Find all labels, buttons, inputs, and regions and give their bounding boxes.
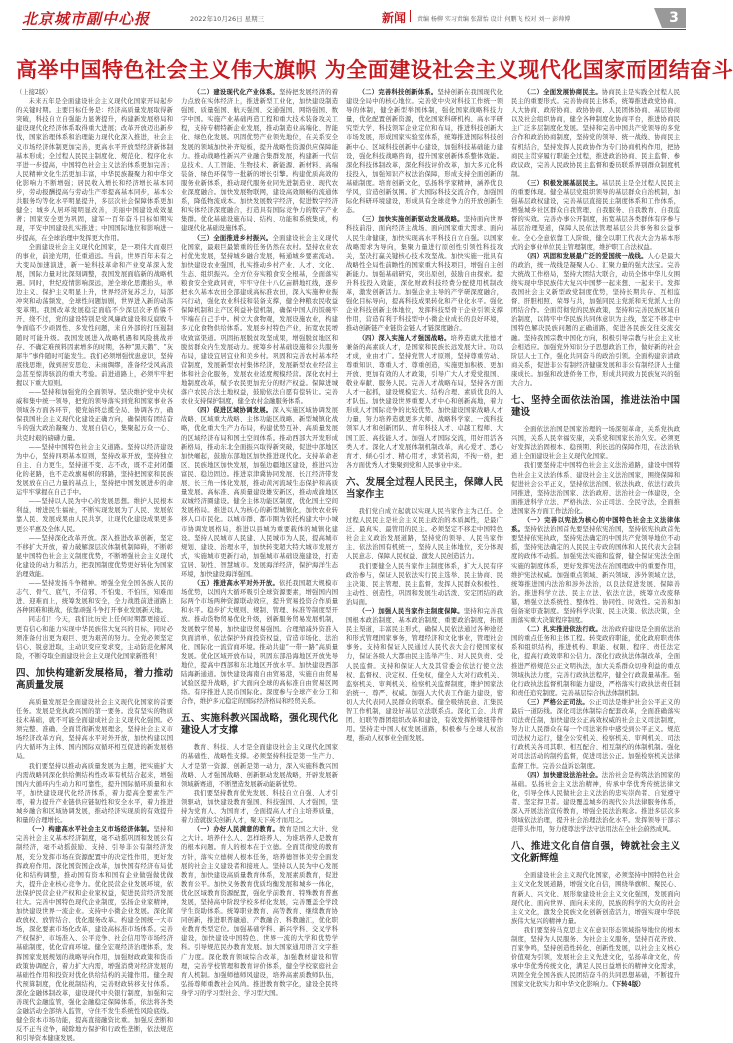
subsection-text: 坚持依法治国首先要坚持依宪治国，坚持依宪执政首先要坚持依宪执政，坚持宪法确定的中国共产党领导地位不动摇，坚持宪法确定的人民民主专政的国体和人民代表大会制度的政体不动摇。加强宪法实施和监督，健全保证宪法全面实施的制度体系，更好发挥宪法在治国理政中的重要作用，维护宪法权威。加强重点领域、新兴领域、涉外领域立法，统筹推进国内法治和涉外法治，以良法促进发展、保障善治。推进科学立法、民主立法、依法立法，统筹立改废释纂，增强立法系统性、整体性、协同性、时效性。完善和加强备案审查制度。坚持科学决策、民主决策、依法决策，全面落实重大决策程序制度。 bbox=[511, 526, 681, 625]
subsection-title: （四）深入实施人才强国战略。 bbox=[358, 334, 451, 342]
subsection-text: 人心是最大的政治，统一战线是凝聚人心、汇聚力量的强大法宝。完善大统战工作格局，坚持大团结大联合，动员全体中华儿女围绕实现中华民族伟大复兴中国梦一起来想、一起来干。发挥我国社会主义新型政党制度优势，坚持长期共存、互相监督、肝胆相照、荣辱与共，加强同民主党派和无党派人士的团结合作。全面贯彻党的民族政策，坚持和完善民族区域自治制度，以铸牢中华民族共同体意识为主线，坚定不移走中国特色解决民族问题的正确道路，促进各民族交往交流交融。坚持我国宗教中国化方向，积极引导宗教与社会主义社会相适应。加强党外知识分子思想政治工作，做好新的社会阶层人士工作，强化共同奋斗的政治引领。全面构建亲清政商关系，促进非公有制经济健康发展和非公有制经济人士健康成长。加强和改进侨务工作，形成共同致力民族复兴的强大合力。 bbox=[511, 252, 681, 387]
paragraph bbox=[346, 334, 503, 470]
subsection-text: 坚持把发展经济的着力点放在实体经济上，推进新型工业化，加快建设制造强国、质量强国、航天强国、交通强国、网络强国、数字中国。实施产业基础再造工程和重大技术装备攻关工程，支持专精特新企业发展，推动制造业高端化、智能化、绿色化发展。巩固优势产业领先地位，在关系安全发展的领域加快补齐短板，提升战略性资源供应保障能力。推动战略性新兴产业融合集群发展，构建新一代信息技术、人工智能、生物技术、新能源、新材料、高端装备、绿色环保等一批新的增长引擎。构建优质高效的服务业新体系，推动现代服务业同先进制造业、现代农业深度融合。加快发展物联网，建设高效顺畅的流通体系，降低物流成本。加快发展数字经济，促进数字经济和实体经济深度融合，打造具有国际竞争力的数字产业集群。优化基础设施布局、结构、功能和系统集成，构建现代化基础设施体系。 bbox=[181, 89, 339, 233]
page-number-badge: 3 bbox=[662, 8, 686, 28]
subsection-title: （四）促进区域协调发展。 bbox=[193, 407, 273, 415]
paragraph bbox=[511, 625, 680, 698]
article-column-3 bbox=[346, 88, 503, 940]
masthead-separator bbox=[410, 10, 411, 22]
paragraph bbox=[181, 825, 338, 998]
issue-date: 2022年10月26日 星期三 bbox=[190, 15, 265, 23]
subsection-text: 教育是国之大计、党之大计。培养什么人、怎样培养人、为谁培养人是教育的根本问题。育人的根本在于立德。全面贯彻党的教育方针，落实立德树人根本任务，培养德智体美劳全面发展的社会主义建设者和接班人。坚持以人民为中心发展教育，加快建设高质量教育体系，发展素质教育，促进教育公平。加快义务教育优质均衡发展和城乡一体化，优化区域教育资源配置，强化学前教育、特殊教育普惠发展，坚持高中阶段学校多样化发展，完善覆盖全学段学生资助体系。统筹职业教育、高等教育、继续教育协同创新，推进职普融通、产教融合、科教融汇，优化职业教育类型定位。加强基础学科、新兴学科、交叉学科建设，加快建设中国特色、世界一流的大学和优势学科。引导规范民办教育发展。加大国家通用语言文字推广力度。深化教育领域综合改革，加强教材建设和管理，完善学校管理和教育评价体系，健全学校家庭社会育人机制。加强师德师风建设，培养高素质教师队伍，弘扬尊师重教社会风尚。推进教育数字化，建设全民终身学习的学习型社会、学习型大国。 bbox=[181, 826, 339, 997]
subsection-text: 全面建设社会主义现代化国家，最艰巨最繁重的任务仍然在农村。坚持农业农村优先发展，坚持城乡融合发展，畅通城乡要素流动。加快建设农业强国，扎实推动乡村产业、人才、文化、生态、组织振兴。全方位夯实粮食安全根基，全面落实粮食安全党政同责，牢牢守住十八亿亩耕地红线，逐步把永久基本农田全部建成高标准农田，深入实施种业振兴行动，强化农业科技和装备支撑，健全种粮农民收益保障机制和主产区利益补偿机制，确保中国人的饭碗牢牢端在自己手中。树立大食物观，发展设施农业，构建多元化食物供给体系。发展乡村特色产业，拓宽农民增收致富渠道。巩固拓展脱贫攻坚成果，增强脱贫地区和脱贫群众内生发展动力。统筹乡村基础设施和公共服务布局，建设宜居宜业和美乡村。巩固和完善农村基本经营制度，发展新型农村集体经济，发展新型农业经营主体和社会化服务，发展农业适度规模经营。深化农村土地制度改革，赋予农民更加充分的财产权益。保障进城落户农民合法土地权益，鼓励依法自愿有偿转让。完善农业支持保护制度，健全农村金融服务体系。 bbox=[181, 234, 339, 406]
subsection-text: 深入实施区域协调发展战略、区域重大战略、主体功能区战略、新型城镇化战略，优化重大生产力布局，构建优势互补、高质量发展的区域经济布局和国土空间体系。推动西部大开发形成新格局，推动东北全面振兴取得新突破，促进中部地区加快崛起，鼓励东部地区加快推进现代化。支持革命老区、民族地区加快发展，加强边疆地区建设，推进兴边富民、稳边固边。推进京津冀协同发展、长江经济带发展、长三角一体化发展，推动黄河流域生态保护和高质量发展。高标准、高质量建设雄安新区，推动成渝地区双城经济圈建设。健全主体功能区制度，优化国土空间发展格局。推进以人为核心的新型城镇化，加快农业转移人口市民化。以城市群、都市圈为依托构建大中小城市协调发展格局，推进以县城为重要载体的城镇化建设。坚持人民城市人民建、人民城市为人民，提高城市规划、建设、治理水平，加快转变超大特大城市发展方式，实施城市更新行动，加强城市基础设施建设，打造宜居、韧性、智慧城市。发展海洋经济，保护海洋生态环境，加快建设海洋强国。 bbox=[181, 407, 339, 578]
section-heading: 六、发展全过程人民民主，保障人民当家作主 bbox=[346, 476, 503, 500]
subsection-title: （二）完善科技创新体系。 bbox=[358, 89, 438, 96]
subsection-text: 坚持和完善我国根本政治制度、基本政治制度、重要政治制度，拓展民主渠道，丰富民主形式，确保人民依法通过各种途径和形式管理国家事务，管理经济和文化事业，管理社会事务。支持和保证人民通过人民代表大会行使国家权力，保证各级人大都由民主选举产生、对人民负责、受人民监督。支持和保证人大及其常委会依法行使立法权、监督权、决定权、任免权，健全人大对行政机关、监察机关、审判机关、检察机关监督制度，维护国家法治统一、尊严、权威。加强人大代表工作能力建设，密切人大代表同人民群众的联系。健全吸纳民意、汇集民智工作机制，建设好基层立法联系点。深化工会、共青团、妇联等群团组织改革和建设，有效发挥桥梁纽带作用。坚持走中国人权发展道路，积极参与全球人权治理，推动人权事业全面发展。 bbox=[346, 607, 504, 743]
paragraph bbox=[181, 406, 338, 579]
paragraph bbox=[181, 88, 338, 234]
paragraph: 全面建设社会主义现代化国家，必须坚持中国特色社会主义文化发展道路，增强文化自信，围绕举旗帜、聚民心、育新人、兴文化、展形象建设社会主义文化强国，发展面向现代化、面向世界、面向未来的，民族的科学的大众的社会主义文化，激发全民族文化创新创造活力，增强实现中华民族伟大复兴的精神力量。 bbox=[511, 872, 680, 925]
paragraph bbox=[511, 926, 680, 990]
paragraph bbox=[181, 579, 338, 706]
masthead bbox=[6, 4, 688, 32]
paragraph bbox=[346, 607, 503, 743]
subsection-title: （二）全面发展协商民主。 bbox=[523, 89, 602, 96]
paragraph bbox=[511, 252, 680, 388]
paragraph: 教育、科技、人才是全面建设社会主义现代化国家的基础性、战略性支撑。必须坚持科技是第一生产力、人才是第一资源、创新是第一动力，深入实施科教兴国战略、人才强国战略、创新驱动发展战略，开辟发展新领域新赛道，不断塑造发展新动能新优势。 bbox=[181, 744, 338, 788]
paragraph bbox=[511, 88, 680, 179]
paragraph: ——坚持以人民为中心的发展思想。维护人民根本利益，增进民生福祉，不断实现发展为了人民、发展依靠人民、发展成果由人民共享，让现代化建设成果更多更公平惠及全体人民。 bbox=[16, 498, 173, 533]
subsection-text: 坚持和完善社会主义基本经济制度，毫不动摇巩固和发展公有制经济，毫不动摇鼓励、支持、引导非公有制经济发展，充分发挥市场在资源配置中的决定性作用，更好发挥政府作用。深化国资国企改革，加快国有经济布局优化和结构调整，推动国有资本和国有企业做强做优做大，提升企业核心竞争力。优化民营企业发展环境，依法保护民营企业产权和企业家权益，促进民营经济发展壮大。完善中国特色现代企业制度，弘扬企业家精神，加快建设世界一流企业。支持中小微企业发展。深化简政放权、放管结合、优化服务改革。构建全国统一大市场，深化要素市场化改革，建设高标准市场体系。完善产权保护、市场准入、公平竞争、社会信用等市场经济基础制度，优化营商环境。健全宏观经济治理体系，发挥国家发展规划的战略导向作用，加强财政政策和货币政策协调配合，着力扩大内需，增强消费对经济发展的基础性作用和投资对优化供给结构的关键作用。健全现代预算制度，优化税制结构，完善财政转移支付体系。深化金融体制改革，建设现代中央银行制度，加强和完善现代金融监管，强化金融稳定保障体系，依法将各类金融活动全部纳入监管，守住不发生系统性风险底线。健全资本市场功能，提高直接融资比重。加强反垄断和反不正当竞争，破除地方保护和行政性垄断，依法规范和引导资本健康发展。 bbox=[16, 826, 174, 1043]
paragraph: 我们要坚持教育优先发展、科技自立自强、人才引领驱动，加快建设教育强国、科技强国、人才强国，坚持为党育人、为国育才，全面提高人才自主培养质量，着力造就拔尖创新人才，聚天下英才而用之。 bbox=[181, 789, 338, 825]
subsection-title: （一）完善以宪法为核心的中国特色社会主义法律体系。 bbox=[511, 517, 680, 534]
subsection-title: （三）加快实施创新驱动发展战略。 bbox=[358, 216, 464, 224]
paragraph: 全面建设社会主义现代化国家，是一项伟大而艰巨的事业，前途光明，任重道远。当前，世界百年未有之大变局加速演进，新一轮科技革命和产业变革深入发展，国际力量对比深刻调整，我国发展面临新的战略机遇。同时，世纪疫情影响深远，逆全球化思潮抬头，单边主义、保护主义明显上升，世界经济复苏乏力，局部冲突和动荡频发，全球性问题加剧，世界进入新的动荡变革期。我国改革发展稳定面临不少深层次矛盾躲不开、绕不过，党的建设特别是党风廉政建设和反腐败斗争面临不少顽固性、多发性问题，来自外部的打压遏制随时可能升级。我国发展进入战略机遇和风险挑战并存、不确定难预料因素增多的时期，各种“黑天鹅”、“灰犀牛”事件随时可能发生。我们必须增强忧患意识，坚持底线思维，做到居安思危、未雨绸缪，准备经受风高浪急甚至惊涛骇浪的重大考验。前进道路上，必须牢牢把握以下重大原则。 bbox=[16, 243, 173, 387]
paragraph bbox=[511, 179, 680, 252]
subsection-text: 公正司法是维护社会公平正义的最后一道防线。深化司法体制综合配套改革，全面准确落实司法责任制，加快建设公正高效权威的社会主义司法制度，努力让人民群众在每一个司法案件中感受到公平正义。规范司法权力运行，健全公安机关、检察机关、审判机关、司法行政机关各司其职、相互配合、相互制约的体制机制。强化对司法活动的制约监督，促进司法公正。加强检察机关法律监督工作。完善公益诉讼制度。 bbox=[511, 698, 681, 770]
subsection-title: （三）积极发展基层民主。 bbox=[523, 179, 602, 187]
subsection-text: 坚持创新在我国现代化建设全局中的核心地位。完善党中央对科技工作统一领导的体制，健全新型举国体制，强化国家战略科技力量，优化配置创新资源，优化国家科研机构、高水平研究型大学、科技领军企业定位和布局，推进科技创新大市场发展，形成国家实验室体系，统筹推进国际科技创新中心、区域科技创新中心建设，加强科技基础能力建设，强化科技战略咨询，提升国家创新体系整体效能。深化科技体制改革，深化科技评价改革，加大多元化科技投入，加强知识产权法治保障，形成支持全面创新的基础制度。培育创新文化，弘扬科学家精神，涵养优良学风，营造创新氛围。扩大国际科技交流合作，加强国际化科研环境建设，形成具有全球竞争力的开放创新生态。 bbox=[346, 89, 504, 215]
article-headline: 高举中国特色社会主义伟大旗帜 为全面建设社会主义现代化国家而团结奋斗 bbox=[16, 58, 733, 83]
subsection-title: （一）构建高水平社会主义市场经济体制。 bbox=[28, 826, 154, 834]
paragraph bbox=[511, 771, 680, 835]
subsection-title: （二）建设现代化产业体系。 bbox=[193, 89, 280, 96]
subsection-text: 法治社会是构筑法治国家的基础。弘扬社会主义法治精神，传承中华优秀传统法律文化，引导全体人民做社会主义法治的忠实崇尚者、自觉遵守者、坚定捍卫者。建设覆盖城乡的现代公共法律服务体系，深入开展法治宣传教育，增强全民法治观念。推进多层次多领域依法治理，提升社会治理法治化水平。发挥领导干部示范带头作用，努力使尊法学法守法用法在全社会蔚然成风。 bbox=[511, 771, 681, 834]
paragraph: ——坚持和加强党的全面领导。坚决维护党中央权威和集中统一领导，把党的领导落实到党和国家事业各领域各方面各环节，使党始终总揽全局、协调各方，确保我国社会主义现代化建设正确方向，确保拥有团结奋斗的强大政治凝聚力、发展自信心，集聚起万众一心、共克时艰的磅礴力量。 bbox=[16, 389, 173, 442]
paragraph: ——坚持发扬斗争精神。增强全党全国各族人民的志气、骨气、底气，不信邪、不怕鬼、不怕压，知难而进、迎难而上，统筹发展和安全，全力战胜前进道路上各种困难和挑战，依靠顽强斗争打开事业发展新天地。 bbox=[16, 580, 173, 615]
section-heading: 五、实施科教兴国战略，强化现代化建设人才支撑 bbox=[181, 713, 338, 737]
subsection-title: （二）扎实推进依法行政。 bbox=[523, 626, 602, 634]
paragraph: ——坚持深化改革开放。深入推进改革创新，坚定不移扩大开放，着力破解深层次体制机制障碍，不断彰显中国特色社会主义制度优势，不断增强社会主义现代化建设的动力和活力，把我国制度优势更好转化为国家治理效能。 bbox=[16, 534, 173, 578]
subsection-title: （五）推进高水平对外开放。 bbox=[193, 580, 280, 588]
paragraph bbox=[346, 215, 503, 333]
paragraph: 未来五年是全面建设社会主义现代化国家开局起步的关键时期。主要目标任务是：经济高质量发展取得新突破，科技自立自强能力显著提升，构建新发展格局和建设现代化经济体系取得重大进展；改革开放迈出新步伐，国家治理体系和治理能力现代化深入推进，社会主义市场经济体制更加完善，更高水平开放型经济新体制基本形成；全过程人民民主制度化、规范化、程序化水平进一步提高，中国特色社会主义法治体系更加完善；人民精神文化生活更加丰富，中华民族凝聚力和中华文化影响力不断增强；居民收入增长和经济增长基本同步，劳动报酬提高与劳动生产率提高基本同步，基本公共服务均等化水平明显提升，多层次社会保障体系更加健全；城乡人居环境明显改善，美丽中国建设成效显著；国家安全更为巩固，建军一百年奋斗目标如期实现，平安中国建设扎实推进；中国国际地位和影响进一步提高，在全球治理中发挥更大作用。 bbox=[16, 98, 173, 242]
paragraph: 我们要坚持以推动高质量发展为主题，把实施扩大内需战略同深化供给侧结构性改革有机结合起来，增强国内大循环内生动力和可靠性，提升国际循环质量和水平，加快建设现代化经济体系，着力提高全要素生产率，着力提升产业链供应链韧性和安全水平，着力推进城乡融合和区域协调发展，推动经济实现质的有效提升和量的合理增长。 bbox=[16, 762, 173, 825]
section-name: 新闻 bbox=[382, 11, 407, 25]
paragraph bbox=[511, 516, 680, 625]
newspaper-brand: 北京城市副中心报 bbox=[22, 10, 151, 28]
subsection-text: 法治政府建设是全面依法治国的重点任务和主体工程。转变政府职能，优化政府职责体系和组织结构，推进机构、职能、权限、程序、责任法定化，提高行政效率和公信力。深化行政执法体制改革，全面推进严格规范公正文明执法，加大关系群众切身利益的重点领域执法力度，完善行政执法程序，健全行政裁量基准。强化行政执法监督机制和能力建设，严格落实行政执法责任制和责任追究制度。完善基层综合执法体制机制。 bbox=[511, 626, 681, 697]
paragraph bbox=[181, 234, 338, 407]
editorial-staff: 责编 杨柳 实习责编 张甜怡 设计 何鹏飞 校对 刘一 彭帅博 bbox=[417, 16, 571, 23]
subsection-text: 坚持面向世界科技前沿、面向经济主战场、面向国家重大需求、面向人民生命健康，加快实现高水平科技自立自强。以国家战略需求为导向，集聚力量进行原创性引领性科技攻关，坚决打赢关键核心技术攻坚战。加快实施一批具有战略性全局性前瞻性的国家重大科技项目，增强自主创新能力。加强基础研究，突出原创，鼓励自由探索。提升科技投入效能，深化财政科技经费分配使用机制改革，激发创新活力。加强企业主导的产学研深度融合，强化目标导向，提高科技成果转化和产业化水平。强化企业科技创新主体地位，发挥科技型骨干企业引领支撑作用，营造有利于科技型中小微企业成长的良好环境，推动创新链产业链资金链人才链深度融合。 bbox=[346, 216, 504, 333]
paragraph bbox=[511, 698, 680, 771]
lead-marker: （上接2版） bbox=[16, 89, 52, 96]
subsection-title: （一）办好人民满意的教育。 bbox=[193, 826, 280, 834]
section-heading: 八、推进文化自信自强，铸就社会主义文化新辉煌 bbox=[511, 841, 680, 865]
subsection-text: 协商民主是实践全过程人民民主的重要形式。完善协商民主体系，统筹推进政党协商、人大协商、政府协商、政协协商、人民团体协商、基层协商以及社会组织协商，健全各种制度化协商平台，推进协商民主广泛多层制度化发展。坚持和完善中国共产党领导的多党合作和政治协商制度，坚持党的领导、统一战线、协商民主有机结合，坚持发挥人民政协作为专门协商机构作用，把协商民主贯穿履行职能全过程，推进政治协商、民主监督、参政议政，完善人民政协民主监督和委员联系界别群众制度机制。 bbox=[511, 89, 681, 178]
subsection-title: （一）加强人民当家作主制度保障。 bbox=[358, 607, 464, 615]
paragraph: 我们要坚持走中国特色社会主义法治道路，建设中国特色社会主义法治体系、建设社会主义法治国家，围绕保障和促进社会公平正义，坚持依法治国、依法执政、依法行政共同推进，坚持法治国家、法治政府、法治社会一体建设，全面推进科学立法、严格执法、公正司法、全民守法，全面推进国家各方面工作法治化。 bbox=[511, 462, 680, 515]
paragraph: ——坚持中国特色社会主义道路。坚持以经济建设为中心，坚持四项基本原则，坚持改革开放，坚持独立自主、自力更生，坚持道不变、志不改，既不走封闭僵化的老路，也不走改旗易帜的邪路，坚持把国家和民族发展放在自己力量的基点上，坚持把中国发展进步的命运牢牢掌握在自己手中。 bbox=[16, 443, 173, 497]
subsection-title: （四）巩固和发展最广泛的爱国统一战线。 bbox=[523, 252, 648, 260]
subsection-title: （三）严格公正司法。 bbox=[523, 698, 589, 706]
article-column-2 bbox=[181, 88, 339, 997]
subsection-title: （三）全面推进乡村振兴。 bbox=[193, 234, 273, 242]
paragraph: 我们党自成立起就以实现人民当家作主为己任。全过程人民民主是社会主义民主政治的本质属性，是最广泛、最真实、最管用的民主。必须坚定不移走中国特色社会主义政治发展道路，坚持党的领导、人民当家作主、依法治国有机统一，坚持人民主体地位，充分体现人民意志、保障人民权益、激发人民创造活力。 bbox=[346, 507, 503, 561]
article-column-4 bbox=[511, 88, 681, 989]
paragraph bbox=[346, 88, 503, 215]
subsection-text: 我们要坚持马克思主义在意识形态领域指导地位的根本制度，坚持为人民服务、为社会主义服务，坚持百花齐放、百家争鸣，坚持创造性转化、创新性发展，以社会主义核心价值观为引领，发展社会主义先进文化，弘扬革命文化，传承中华优秀传统文化，满足人民日益增长的精神文化需求，巩固全党全国各族人民团结奋斗的共同思想基础，不断提升国家文化软实力和中华文化影响力。 bbox=[511, 926, 680, 989]
subsection-title: （四）加快建设法治社会。 bbox=[523, 771, 602, 779]
section-heading: 四、加快构建新发展格局，着力推动高质量发展 bbox=[16, 667, 173, 691]
masthead-rule bbox=[22, 29, 686, 30]
article-column-1 bbox=[16, 88, 174, 1043]
continued-marker: （下转4版） bbox=[611, 981, 645, 989]
paragraph: 高质量发展是全面建设社会主义现代化国家的首要任务。发展是党执政兴国的第一要务。没有坚实的物质技术基础，就不可能全面建成社会主义现代化强国。必须完整、准确、全面贯彻新发展理念，坚持社会主义市场经济改革方向，坚持高水平对外开放，加快构建以国内大循环为主体、国内国际双循环相互促进的新发展格局。 bbox=[16, 698, 173, 761]
subsection-text: 基层民主是全过程人民民主的重要体现。健全基层党组织领导的基层群众自治机制，加强基层政权建设，完善基层直接民主制度体系和工作体系，增强城乡社区群众自我管理、自我服务、自我教育、自我监督的实效。完善办事公开制度，拓宽基层各类群体有序参与基层治理渠道，保障人民依法管理基层公共事务和公益事业。全心全意依靠工人阶级，健全以职工代表大会为基本形式的企事业单位民主管理制度，维护职工合法权益。 bbox=[511, 179, 681, 251]
paragraph: 全面依法治国是国家治理的一场深刻革命，关系党执政兴国，关系人民幸福安康，关系党和国家长治久安。必须更好发挥法治固根本、稳预期、利长远的保障作用，在法治轨道上全面建设社会主义现代化国家。 bbox=[511, 426, 680, 461]
paragraph: 我们要健全人民当家作主制度体系，扩大人民有序政治参与，保证人民依法实行民主选举、民主协商、民主决策、民主管理、民主监督，发挥人民群众积极性、主动性、创造性，巩固和发展生动活泼、安定团结的政治局面。 bbox=[346, 562, 503, 606]
section-heading: 七、坚持全面依法治国，推进法治中国建设 bbox=[511, 395, 680, 419]
paragraph: 同志们！今天，我们比历史上任何时期都更接近、更有信心和能力实现中华民族伟大复兴的目标，同时必须准备付出更为艰巨、更为艰苦的努力。全党必须坚定信心、锐意进取，主动识变应变求变，主动防范化解风险，不断夺取全面建设社会主义现代化国家新胜利！ bbox=[16, 616, 173, 660]
subsection-text: 依托我国超大规模市场优势，以国内大循环吸引全球资源要素，增强国内国际两个市场两种资源联动效应，提升贸易投资合作质量和水平。稳步扩大规则、规制、管理、标准等制度型开放。推动货物贸易优化升级，创新服务贸易发展机制，发展数字贸易，加快建设贸易强国。合理缩减外资准入负面清单，依法保护外商投资权益，营造市场化、法治化、国际化一流营商环境。推动共建“一带一路”高质量发展。优化区域开放布局，巩固东部沿海地区开放先导地位，提高中西部和东北地区开放水平。加快建设西部陆海新通道。加快建设海南自由贸易港，实施自由贸易试验区提升战略，扩大面向全球的高标准自由贸易区网络。有序推进人民币国际化。深度参与全球产业分工和合作，维护多元稳定的国际经济格局和经贸关系。 bbox=[181, 580, 339, 706]
subsection-text: 培养造就大批德才兼备的高素质人才，是国家和民族长远发展大计。功以才成，业由才广。坚持党管人才原则，坚持尊重劳动、尊重知识、尊重人才、尊重创造，实施更加积极、更加开放、更加有效的人才政策，引导广大人才爱党报国、敬业奉献、服务人民。完善人才战略布局，坚持各方面人才一起抓，建设规模宏大、结构合理、素质优良的人才队伍。加快建设世界重要人才中心和创新高地，着力形成人才国际竞争的比较优势。加快建设国家战略人才力量，努力培养造就更多大师、战略科学家、一流科技领军人才和创新团队、青年科技人才、卓越工程师、大国工匠、高技能人才。加强人才国际交流，用好用活各类人才。深化人才发展体制机制改革，真心爱才、悉心育才、倾心引才、精心用才，求贤若渴，不拘一格，把各方面优秀人才集聚到党和人民事业中来。 bbox=[346, 334, 504, 469]
paragraph bbox=[16, 825, 173, 1043]
